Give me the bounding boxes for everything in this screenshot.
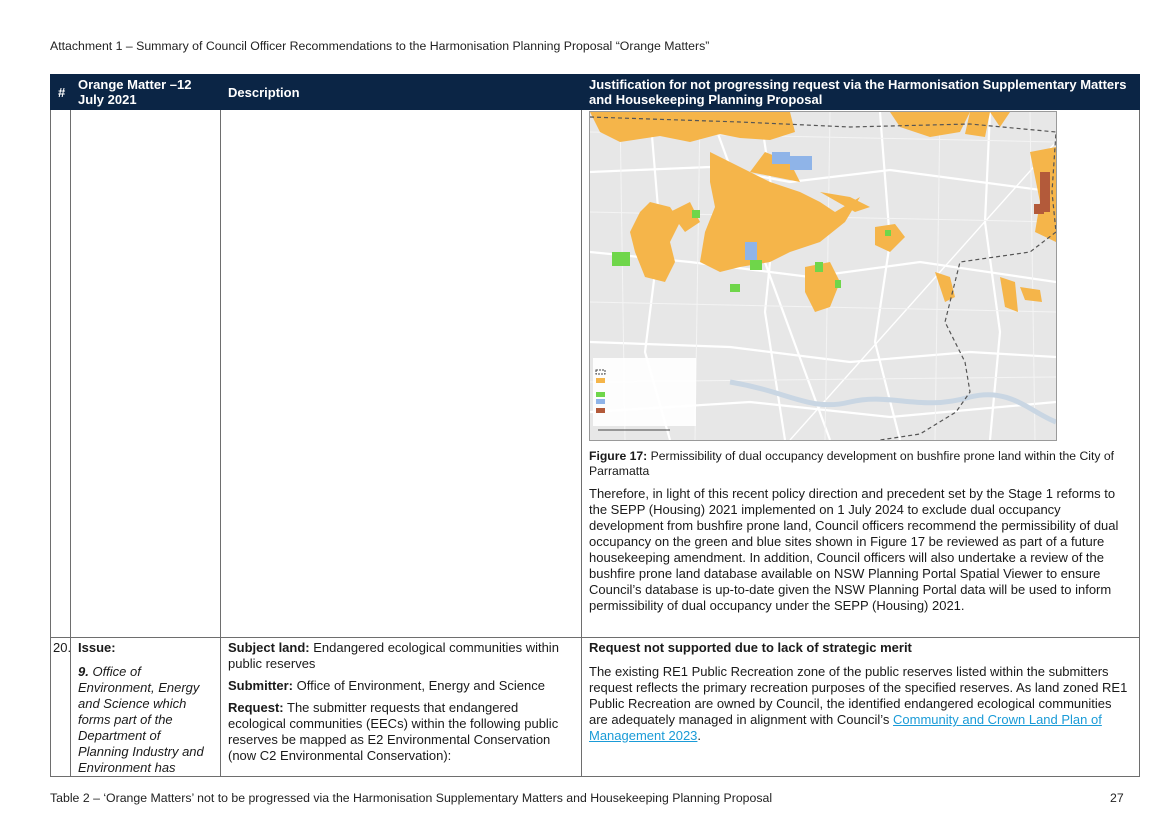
row1-description-cell [221, 110, 582, 638]
justification-paragraph: Therefore, in light of this recent policy direction and precedent set by the Stage 1 reforms to the SEPP (Housing) 2021 implemented on 1 July 2024 to exclude dual occupancy development from bushfire prone land, Council officers recommend the permissibility of dual occupancy on the green and blue sites shown in Figure 17 be reviewed as part of a future housekeeping amendment. In addition, Council officers will also undertake a review of the bushfire prone land database available on NSW Planning Portal Spatial Viewer to ensure Council’s database is up-to-date given the NSW Planning Portal data will be used to inform permissibility of dual occupancy under the SEPP (Housing) 2021. [589, 486, 1119, 613]
row1-matter-cell [71, 110, 221, 638]
figure-label: Figure 17: [589, 449, 648, 463]
submitter-text: Office of Environment, Energy and Science [293, 678, 545, 693]
row2-num-cell: 20. [51, 638, 71, 777]
col-header-num: # [51, 75, 71, 110]
col-header-justification: Justification for not progressing request via the Harmonisation Supplementary Matters and Housekeeping Planning Proposal [582, 75, 1140, 110]
bushfire-map-figure [589, 111, 1057, 441]
col-header-description: Description [221, 75, 582, 110]
row2-description-cell [221, 638, 582, 777]
justification-heading: Request not supported due to lack of strategic merit [589, 640, 912, 655]
row2-matter-cell [71, 638, 221, 777]
submitter [228, 678, 574, 694]
justification-text [589, 664, 1132, 744]
justification-body: The existing RE1 Public Recreation zone of the public reserves listed within the submitters request reflects the primary recreation purposes of the specified reserves. As land zoned RE1 Public Recreation are owned by Council, the identified endangered ecological communities are adequately managed in alignment with Council’s [589, 664, 1128, 727]
plan-of-management-link[interactable]: Community and Crown Land Plan of Management 2023 [589, 712, 1102, 743]
row1-justification-cell [582, 110, 1140, 638]
table-row [51, 110, 1140, 638]
subject-label: Subject land: [228, 640, 310, 655]
figure-caption [589, 449, 1132, 479]
request-text: The submitter requests that endangered ecological communities (EECs) within the following public reserves be mapped as E2 Environmental Conservation (now C2 Environmental Conservation): [228, 700, 559, 763]
justification-end: . [697, 728, 702, 743]
page-header: Attachment 1 – Summary of Council Officer Recommendations to the Harmonisation Planning Proposal “Orange Matters” [50, 39, 710, 53]
subject-land [228, 640, 574, 672]
issue-body: Office of Environment, Energy and Science which forms part of the Department of Planning Industry and Environment has [78, 664, 204, 775]
submitter-label: Submitter: [228, 678, 293, 693]
row1-num-cell [51, 110, 71, 638]
page-number: 27 [1110, 791, 1124, 805]
col-header-matter: Orange Matter –12 July 2021 [71, 75, 221, 110]
issue-text [78, 664, 213, 776]
table-row [51, 638, 1140, 777]
figure-caption-text: Permissibility of dual occupancy development on bushfire prone land within the City of Parramatta [589, 449, 1115, 478]
map-legend [593, 358, 696, 430]
bushfire-map [590, 112, 1056, 440]
recommendations-table [50, 74, 1140, 777]
issue-number: 9. [78, 664, 89, 679]
row2-justification-cell [582, 638, 1140, 777]
issue-label: Issue: [78, 640, 116, 655]
subject-text: Endangered ecological communities within public reserves [228, 640, 559, 671]
table-header-row [51, 75, 1140, 110]
request [228, 700, 574, 764]
request-label: Request: [228, 700, 284, 715]
page-footer: Table 2 – ‘Orange Matters’ not to be progressed via the Harmonisation Supplementary Matters and Housekeeping Planning Proposal [50, 791, 773, 805]
